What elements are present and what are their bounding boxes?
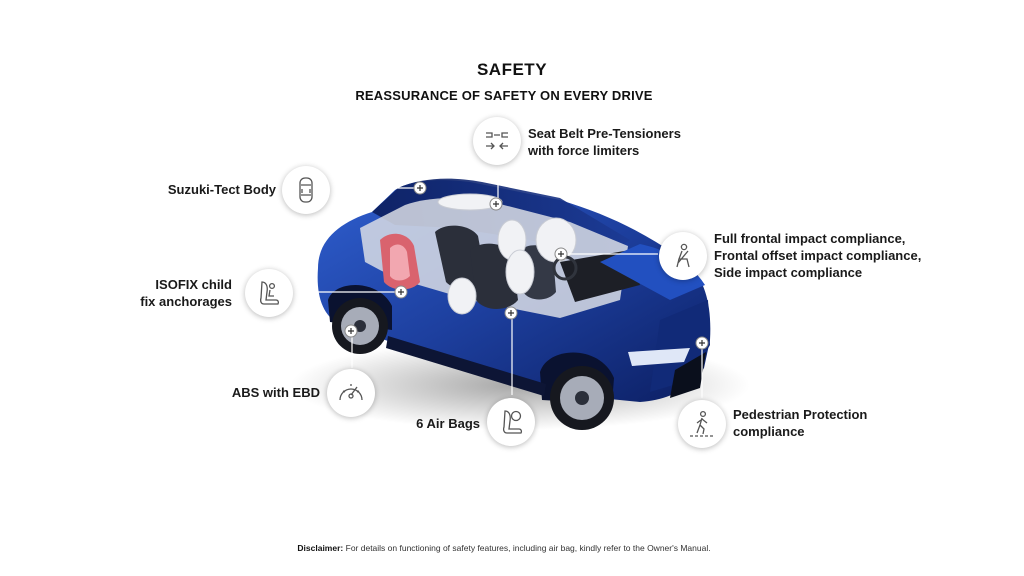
pedestrian-icon bbox=[678, 400, 726, 448]
hotspot-marker bbox=[345, 325, 357, 337]
airbags-label: 6 Air Bags bbox=[416, 416, 480, 431]
impact-compliance-label: Full frontal impact compliance, Frontal offset impact compliance, Side impact compliance bbox=[714, 231, 922, 280]
disclaimer-label: Disclaimer: bbox=[297, 543, 344, 553]
hotspot-marker bbox=[696, 337, 708, 349]
suzuki-tect-label: Suzuki-Tect Body bbox=[167, 182, 276, 197]
brake-gauge-icon bbox=[327, 369, 375, 417]
abs-label: ABS with EBD bbox=[231, 385, 320, 400]
seatbelt-feature-label: Seat Belt Pre-Tensioners with force limiters bbox=[528, 126, 681, 158]
child-seat-icon bbox=[245, 269, 293, 317]
hotspot-marker bbox=[555, 248, 567, 260]
airbag-seat-icon bbox=[487, 398, 535, 446]
airbag-side-front bbox=[506, 250, 534, 294]
page-subtitle: REASSURANCE OF SAFETY ON EVERY DRIVE bbox=[355, 88, 653, 103]
isofix-label: ISOFIX child fix anchorages bbox=[140, 277, 232, 309]
airbag-knee bbox=[448, 278, 476, 314]
hotspot-marker bbox=[414, 182, 426, 194]
seatbelt-pretensioner-icon bbox=[473, 117, 521, 165]
disclaimer-text: For details on functioning of safety features, including air bag, kindly refer to the Owner's Manual. bbox=[345, 543, 711, 553]
hotspot-marker bbox=[505, 307, 517, 319]
hotspot-marker bbox=[395, 286, 407, 298]
disclaimer bbox=[0, 543, 1008, 553]
hotspot-marker bbox=[490, 198, 502, 210]
pedestrian-label: Pedestrian Protection compliance bbox=[733, 407, 868, 439]
car-body-icon bbox=[282, 166, 330, 214]
page-title: SAFETY bbox=[476, 60, 548, 79]
seated-occupant-icon bbox=[659, 232, 707, 280]
